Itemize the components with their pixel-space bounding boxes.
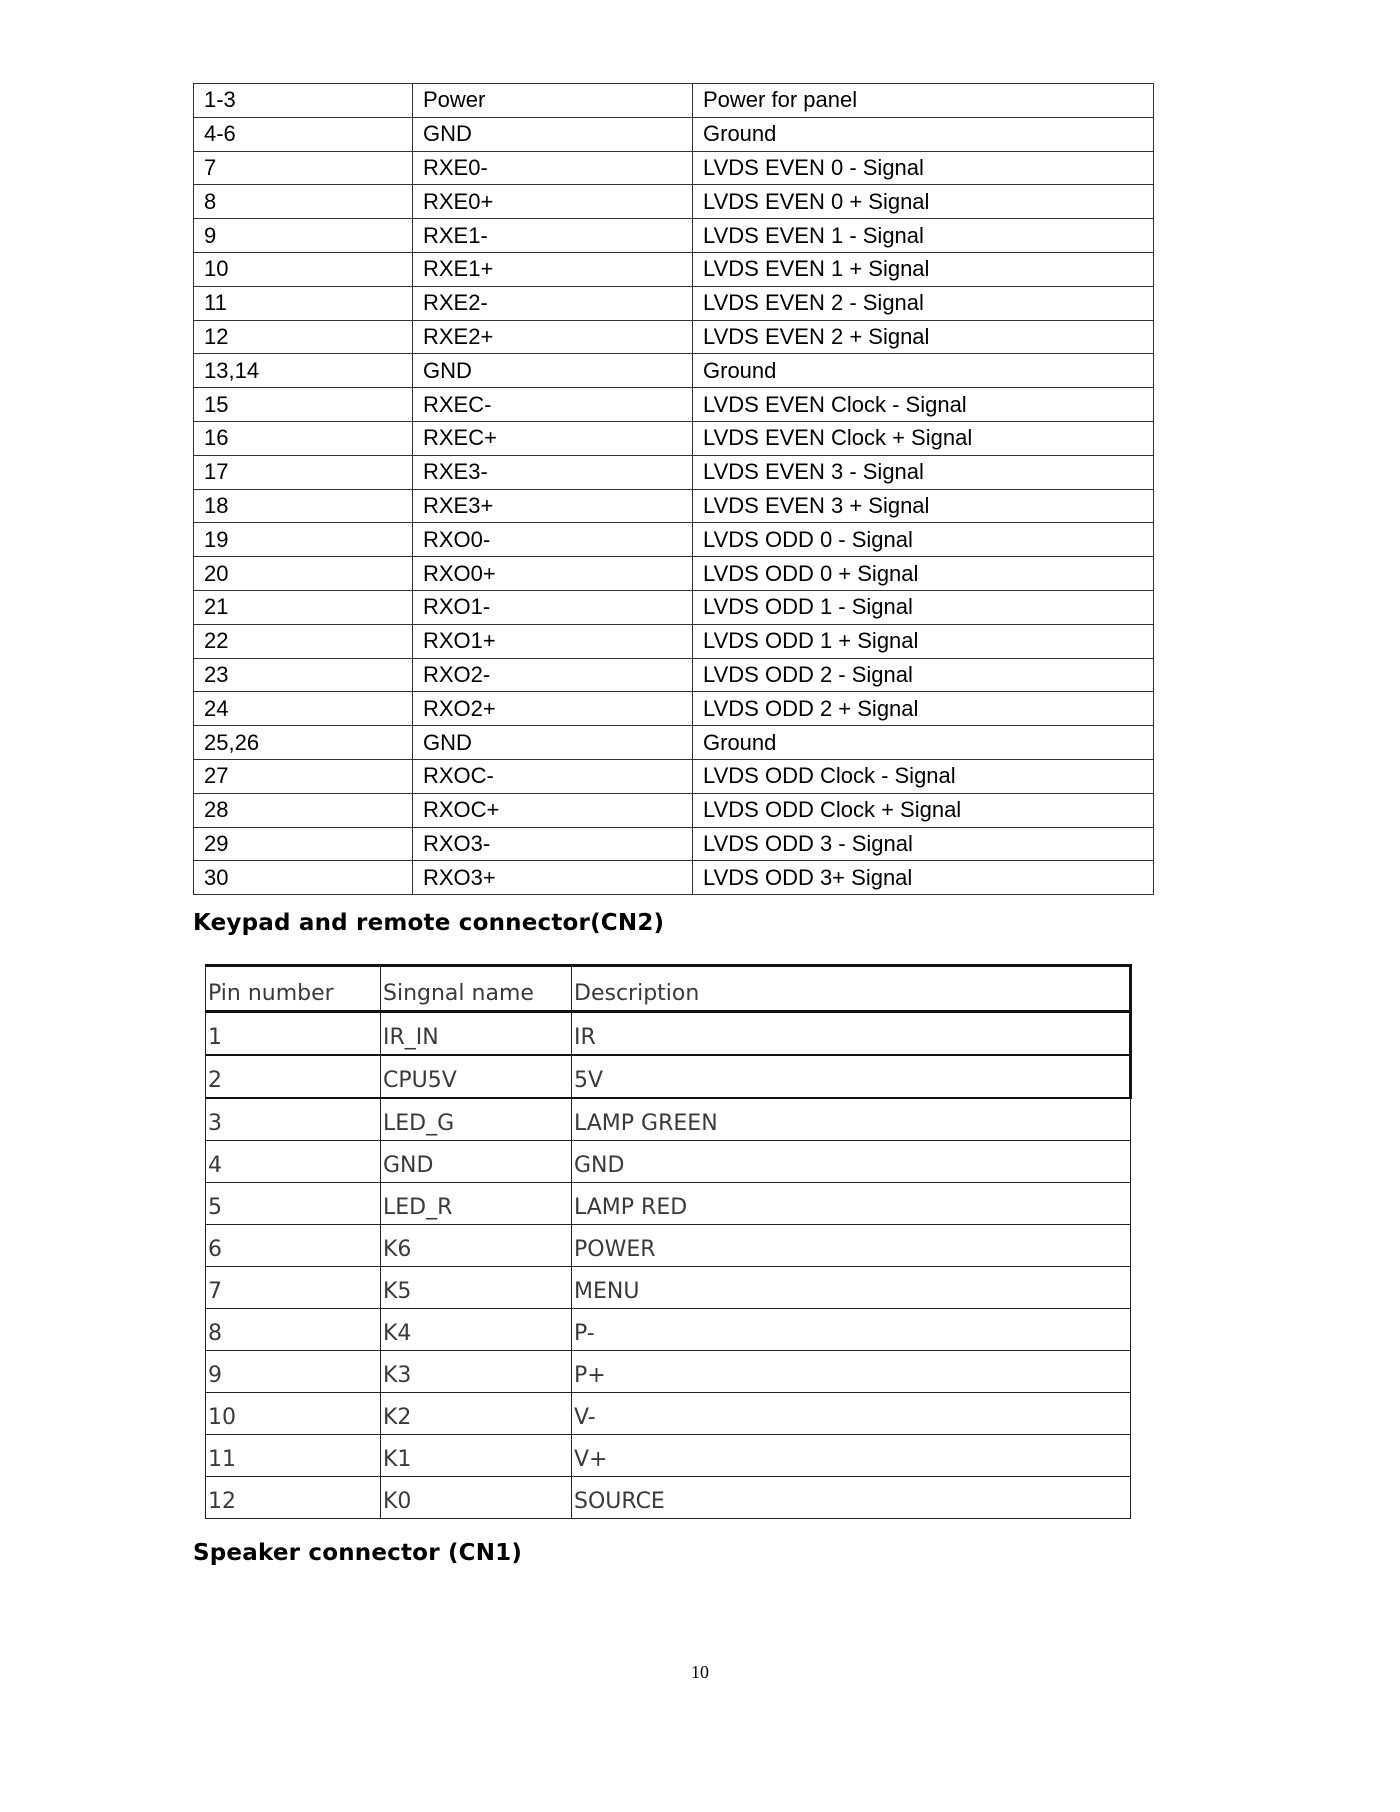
speaker-connector-heading: Speaker connector (CN1) bbox=[193, 1540, 523, 1566]
table-row bbox=[194, 421, 1154, 455]
description-cell: LVDS EVEN Clock + Signal bbox=[693, 421, 1154, 455]
table-row bbox=[194, 185, 1154, 219]
table-row bbox=[206, 1267, 1131, 1309]
table-row bbox=[194, 590, 1154, 624]
description-cell: POWER bbox=[572, 1225, 1131, 1267]
table-row bbox=[194, 523, 1154, 557]
description-cell: LVDS ODD 2 + Signal bbox=[693, 692, 1154, 726]
signal-cell: RXE2+ bbox=[413, 320, 693, 354]
pin-cell: 25,26 bbox=[194, 726, 413, 760]
table-row bbox=[206, 1098, 1131, 1141]
pin-cell: 10 bbox=[194, 252, 413, 286]
pin-cell: 29 bbox=[194, 827, 413, 861]
description-cell: LVDS EVEN 1 + Signal bbox=[693, 252, 1154, 286]
description-cell: LVDS EVEN 3 + Signal bbox=[693, 489, 1154, 523]
pin-cell: 13,14 bbox=[194, 354, 413, 388]
table-row bbox=[206, 1141, 1131, 1183]
signal-cell: RXE3+ bbox=[413, 489, 693, 523]
pin-cell: 22 bbox=[194, 624, 413, 658]
table-row bbox=[194, 354, 1154, 388]
signal-cell: RXO1- bbox=[413, 590, 693, 624]
pin-cell: 6 bbox=[206, 1225, 381, 1267]
signal-cell: RXE1+ bbox=[413, 252, 693, 286]
description-cell: LAMP GREEN bbox=[572, 1098, 1131, 1141]
description-cell: LVDS ODD 1 - Signal bbox=[693, 590, 1154, 624]
pin-cell: 28 bbox=[194, 793, 413, 827]
description-cell: GND bbox=[572, 1141, 1131, 1183]
pin-cell: 27 bbox=[194, 759, 413, 793]
description-cell: LVDS EVEN 3 - Signal bbox=[693, 455, 1154, 489]
description-cell: LVDS ODD Clock - Signal bbox=[693, 759, 1154, 793]
signal-cell: K6 bbox=[381, 1225, 572, 1267]
header-signal-name: Singnal name bbox=[381, 966, 572, 1012]
lvds-pin-table-body bbox=[194, 84, 1154, 895]
table-row bbox=[194, 827, 1154, 861]
table-row bbox=[194, 793, 1154, 827]
signal-cell: Power bbox=[413, 84, 693, 118]
table-row bbox=[194, 658, 1154, 692]
signal-cell: RXO0- bbox=[413, 523, 693, 557]
pin-cell: 4-6 bbox=[194, 117, 413, 151]
signal-cell: RXEC+ bbox=[413, 421, 693, 455]
description-cell: LVDS ODD 0 - Signal bbox=[693, 523, 1154, 557]
pin-cell: 7 bbox=[194, 151, 413, 185]
table-row bbox=[206, 1351, 1131, 1393]
keypad-connector-table bbox=[205, 964, 1132, 1519]
description-cell: LVDS ODD 2 - Signal bbox=[693, 658, 1154, 692]
table-row bbox=[194, 320, 1154, 354]
table-row bbox=[194, 759, 1154, 793]
signal-cell: GND bbox=[413, 117, 693, 151]
pin-cell: 24 bbox=[194, 692, 413, 726]
pin-cell: 10 bbox=[206, 1393, 381, 1435]
table-row bbox=[206, 1435, 1131, 1477]
table-row bbox=[194, 557, 1154, 591]
description-cell: P- bbox=[572, 1309, 1131, 1351]
description-cell: Power for panel bbox=[693, 84, 1154, 118]
signal-cell: K2 bbox=[381, 1393, 572, 1435]
signal-cell: RXE0+ bbox=[413, 185, 693, 219]
pin-cell: 1-3 bbox=[194, 84, 413, 118]
signal-cell: RXO0+ bbox=[413, 557, 693, 591]
description-cell: MENU bbox=[572, 1267, 1131, 1309]
pin-cell: 1 bbox=[206, 1012, 381, 1056]
keypad-table-body bbox=[206, 1012, 1131, 1519]
description-cell: V- bbox=[572, 1393, 1131, 1435]
signal-cell: CPU5V bbox=[381, 1055, 572, 1098]
table-row bbox=[206, 1225, 1131, 1267]
description-cell: P+ bbox=[572, 1351, 1131, 1393]
pin-cell: 16 bbox=[194, 421, 413, 455]
pin-cell: 30 bbox=[194, 861, 413, 895]
pin-cell: 15 bbox=[194, 388, 413, 422]
table-row bbox=[194, 624, 1154, 658]
description-cell: IR bbox=[572, 1012, 1131, 1056]
description-cell: LVDS EVEN Clock - Signal bbox=[693, 388, 1154, 422]
table-row bbox=[194, 692, 1154, 726]
table-row bbox=[194, 252, 1154, 286]
table-row bbox=[194, 726, 1154, 760]
pin-cell: 19 bbox=[194, 523, 413, 557]
signal-cell: LED_R bbox=[381, 1183, 572, 1225]
pin-cell: 12 bbox=[206, 1477, 381, 1519]
description-cell: LVDS ODD 0 + Signal bbox=[693, 557, 1154, 591]
signal-cell: GND bbox=[413, 354, 693, 388]
signal-cell: IR_IN bbox=[381, 1012, 572, 1056]
pin-cell: 20 bbox=[194, 557, 413, 591]
signal-cell: RXO3+ bbox=[413, 861, 693, 895]
pin-cell: 12 bbox=[194, 320, 413, 354]
table-row bbox=[194, 388, 1154, 422]
table-row bbox=[194, 117, 1154, 151]
header-pin-number: Pin number bbox=[206, 966, 381, 1012]
signal-cell: RXE0- bbox=[413, 151, 693, 185]
keypad-table-header-row bbox=[206, 966, 1131, 1012]
pin-cell: 4 bbox=[206, 1141, 381, 1183]
pin-cell: 9 bbox=[206, 1351, 381, 1393]
description-cell: SOURCE bbox=[572, 1477, 1131, 1519]
pin-cell: 23 bbox=[194, 658, 413, 692]
signal-cell: RXE3- bbox=[413, 455, 693, 489]
description-cell: LVDS EVEN 2 - Signal bbox=[693, 286, 1154, 320]
page-number: 10 bbox=[691, 1662, 709, 1682]
keypad-connector-heading: Keypad and remote connector(CN2) bbox=[193, 910, 665, 936]
table-row bbox=[194, 84, 1154, 118]
table-row bbox=[206, 1309, 1131, 1351]
lvds-pin-table bbox=[193, 83, 1154, 895]
signal-cell: K1 bbox=[381, 1435, 572, 1477]
table-row bbox=[194, 219, 1154, 253]
description-cell: LVDS EVEN 0 - Signal bbox=[693, 151, 1154, 185]
description-cell: Ground bbox=[693, 117, 1154, 151]
signal-cell: RXE1- bbox=[413, 219, 693, 253]
signal-cell: RXO2- bbox=[413, 658, 693, 692]
signal-cell: RXO1+ bbox=[413, 624, 693, 658]
header-description: Description bbox=[572, 966, 1131, 1012]
signal-cell: K0 bbox=[381, 1477, 572, 1519]
pin-cell: 21 bbox=[194, 590, 413, 624]
pin-cell: 7 bbox=[206, 1267, 381, 1309]
description-cell: Ground bbox=[693, 726, 1154, 760]
description-cell: LAMP RED bbox=[572, 1183, 1131, 1225]
description-cell: LVDS ODD 1 + Signal bbox=[693, 624, 1154, 658]
table-row bbox=[194, 455, 1154, 489]
pin-cell: 3 bbox=[206, 1098, 381, 1141]
description-cell: LVDS EVEN 2 + Signal bbox=[693, 320, 1154, 354]
description-cell: LVDS ODD 3 - Signal bbox=[693, 827, 1154, 861]
signal-cell: LED_G bbox=[381, 1098, 572, 1141]
table-row bbox=[194, 861, 1154, 895]
pin-cell: 11 bbox=[206, 1435, 381, 1477]
description-cell: LVDS ODD Clock + Signal bbox=[693, 793, 1154, 827]
signal-cell: RXO3- bbox=[413, 827, 693, 861]
description-cell: LVDS EVEN 1 - Signal bbox=[693, 219, 1154, 253]
signal-cell: K4 bbox=[381, 1309, 572, 1351]
signal-cell: GND bbox=[413, 726, 693, 760]
signal-cell: K5 bbox=[381, 1267, 572, 1309]
table-row bbox=[206, 1393, 1131, 1435]
pin-cell: 2 bbox=[206, 1055, 381, 1098]
signal-cell: RXE2- bbox=[413, 286, 693, 320]
signal-cell: K3 bbox=[381, 1351, 572, 1393]
table-row bbox=[206, 1012, 1131, 1056]
pin-cell: 18 bbox=[194, 489, 413, 523]
table-row bbox=[206, 1183, 1131, 1225]
table-row bbox=[194, 151, 1154, 185]
description-cell: LVDS EVEN 0 + Signal bbox=[693, 185, 1154, 219]
description-cell: Ground bbox=[693, 354, 1154, 388]
signal-cell: RXO2+ bbox=[413, 692, 693, 726]
signal-cell: RXOC+ bbox=[413, 793, 693, 827]
pin-cell: 8 bbox=[206, 1309, 381, 1351]
table-row bbox=[206, 1055, 1131, 1098]
pin-cell: 9 bbox=[194, 219, 413, 253]
table-row bbox=[194, 286, 1154, 320]
table-row bbox=[194, 489, 1154, 523]
description-cell: LVDS ODD 3+ Signal bbox=[693, 861, 1154, 895]
pin-cell: 5 bbox=[206, 1183, 381, 1225]
signal-cell: RXOC- bbox=[413, 759, 693, 793]
signal-cell: GND bbox=[381, 1141, 572, 1183]
pin-cell: 11 bbox=[194, 286, 413, 320]
description-cell: 5V bbox=[572, 1055, 1131, 1098]
description-cell: V+ bbox=[572, 1435, 1131, 1477]
signal-cell: RXEC- bbox=[413, 388, 693, 422]
table-row bbox=[206, 1477, 1131, 1519]
pin-cell: 17 bbox=[194, 455, 413, 489]
pin-cell: 8 bbox=[194, 185, 413, 219]
